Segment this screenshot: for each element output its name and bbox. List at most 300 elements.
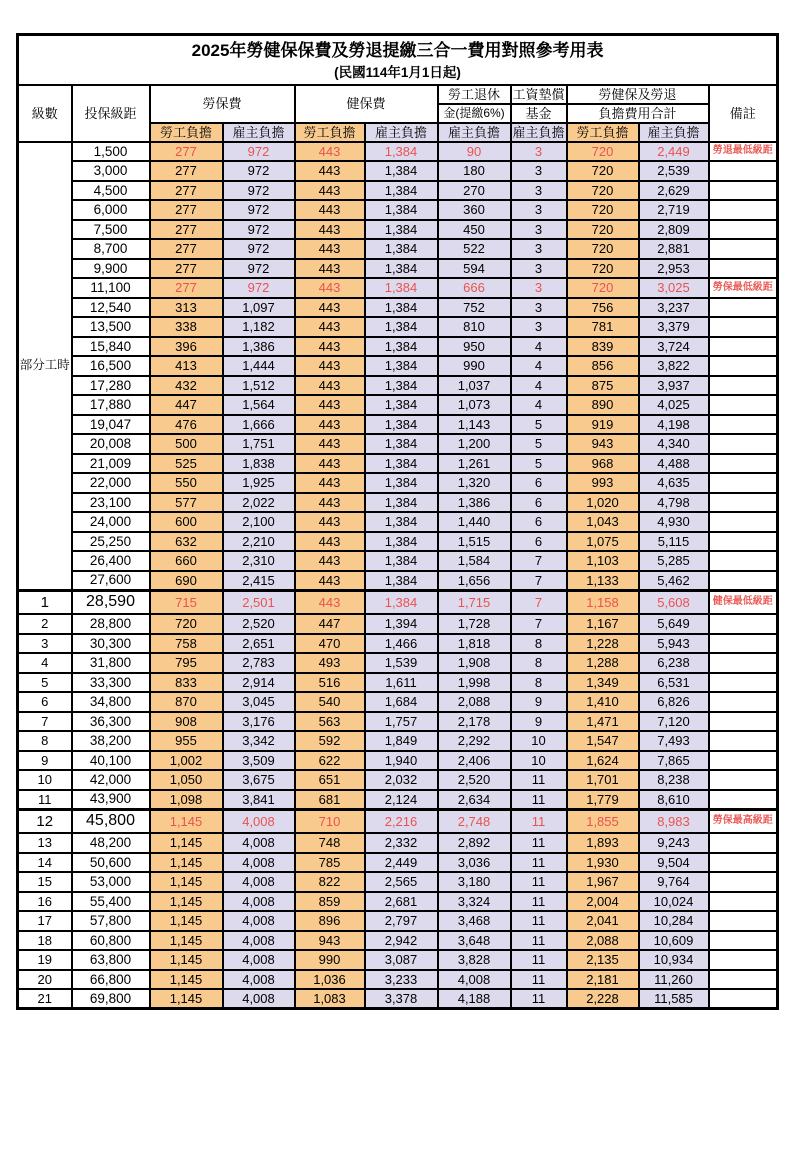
- health-employee-cell: 443: [295, 259, 365, 279]
- labor-employee-cell: 795: [150, 653, 223, 673]
- bracket-cell: 38,200: [72, 731, 150, 751]
- remark-cell: [709, 181, 778, 201]
- remark-cell: [709, 473, 778, 493]
- labor-employer-cell: 4,008: [223, 911, 295, 931]
- total-employee-cell: 720: [567, 220, 639, 240]
- health-employee-cell: 681: [295, 790, 365, 810]
- fund-employer-cell: 5: [511, 415, 567, 435]
- fund-employer-cell: 4: [511, 395, 567, 415]
- total-employer-cell: 3,237: [639, 298, 709, 318]
- total-employee-cell: 1,158: [567, 590, 639, 614]
- remark-cell: [709, 731, 778, 751]
- labor-employee-cell: 577: [150, 493, 223, 513]
- health-employer-cell: 1,384: [365, 590, 438, 614]
- health-employee-cell: 822: [295, 872, 365, 892]
- fund-employer-cell: 3: [511, 259, 567, 279]
- total-employer-cell: 4,488: [639, 454, 709, 474]
- labor-employee-cell: 1,145: [150, 809, 223, 833]
- remark-cell: [709, 454, 778, 474]
- level-cell: 10: [18, 770, 72, 790]
- level-cell: 部分工時: [18, 142, 72, 591]
- remark-cell: [709, 653, 778, 673]
- labor-employee-cell: 413: [150, 356, 223, 376]
- labor-employer-cell: 972: [223, 259, 295, 279]
- labor-employer-cell: 4,008: [223, 853, 295, 873]
- health-employee-cell: 443: [295, 200, 365, 220]
- labor-employee-cell: 432: [150, 376, 223, 396]
- col-header-bracket: 投保級距: [72, 85, 150, 142]
- labor-employee-cell: 500: [150, 434, 223, 454]
- bracket-cell: 22,000: [72, 473, 150, 493]
- level-cell: 13: [18, 833, 72, 853]
- fund-employer-cell: 5: [511, 454, 567, 474]
- col-header-level: 級數: [18, 85, 72, 142]
- health-employer-cell: 2,449: [365, 853, 438, 873]
- labor-employee-cell: 277: [150, 259, 223, 279]
- remark-cell: [709, 200, 778, 220]
- table-row: [18, 493, 778, 513]
- bracket-cell: 4,500: [72, 181, 150, 201]
- fund-employer-cell: 11: [511, 931, 567, 951]
- health-employer-cell: 1,384: [365, 473, 438, 493]
- pension-employer-cell: 180: [438, 161, 511, 181]
- table-row: [18, 356, 778, 376]
- bracket-cell: 8,700: [72, 239, 150, 259]
- labor-employer-cell: 972: [223, 161, 295, 181]
- labor-employer-cell: 972: [223, 239, 295, 259]
- total-employee-cell: 856: [567, 356, 639, 376]
- health-employer-cell: 1,384: [365, 571, 438, 591]
- remark-cell: [709, 395, 778, 415]
- bracket-cell: 17,280: [72, 376, 150, 396]
- remark-cell: [709, 892, 778, 912]
- health-employee-cell: 1,083: [295, 989, 365, 1009]
- total-employee-cell: 1,103: [567, 551, 639, 571]
- level-cell: 6: [18, 692, 72, 712]
- bracket-cell: 27,600: [72, 571, 150, 591]
- labor-employer-cell: 972: [223, 142, 295, 162]
- health-employer-cell: 2,216: [365, 809, 438, 833]
- table-row: [18, 853, 778, 873]
- pension-employer-cell: 1,440: [438, 512, 511, 532]
- col-header-labor-insurance: 勞保費: [150, 85, 295, 123]
- labor-employer-cell: 1,564: [223, 395, 295, 415]
- labor-employer-cell: 4,008: [223, 833, 295, 853]
- level-cell: 18: [18, 931, 72, 951]
- fund-employer-cell: 4: [511, 337, 567, 357]
- total-employer-cell: 10,609: [639, 931, 709, 951]
- bracket-cell: 9,900: [72, 259, 150, 279]
- remark-cell: 健保最低級距: [709, 590, 778, 614]
- total-employee-cell: 1,471: [567, 712, 639, 732]
- health-employer-cell: 1,384: [365, 181, 438, 201]
- labor-employee-cell: 277: [150, 200, 223, 220]
- pension-employer-cell: 1,386: [438, 493, 511, 513]
- health-employer-cell: 1,384: [365, 493, 438, 513]
- level-cell: 21: [18, 989, 72, 1009]
- health-employer-cell: 2,124: [365, 790, 438, 810]
- total-employee-cell: 1,043: [567, 512, 639, 532]
- bracket-cell: 23,100: [72, 493, 150, 513]
- total-employer-cell: 6,238: [639, 653, 709, 673]
- labor-employee-cell: 476: [150, 415, 223, 435]
- total-employer-cell: 2,539: [639, 161, 709, 181]
- bracket-cell: 66,800: [72, 970, 150, 990]
- health-employee-cell: 493: [295, 653, 365, 673]
- table-row: [18, 673, 778, 693]
- bracket-cell: 6,000: [72, 200, 150, 220]
- title-cell: [18, 35, 778, 85]
- total-employee-cell: 1,547: [567, 731, 639, 751]
- labor-employee-cell: 550: [150, 473, 223, 493]
- table-row: [18, 731, 778, 751]
- pension-employer-cell: 810: [438, 317, 511, 337]
- table-row: [18, 809, 778, 833]
- bracket-cell: 30,300: [72, 634, 150, 654]
- total-employee-cell: 756: [567, 298, 639, 318]
- bracket-cell: 20,008: [72, 434, 150, 454]
- level-cell: 19: [18, 950, 72, 970]
- health-employer-cell: 1,384: [365, 337, 438, 357]
- labor-employer-cell: 2,100: [223, 512, 295, 532]
- col-header-total-line1: 勞健保及勞退: [567, 85, 709, 104]
- health-employee-cell: 443: [295, 415, 365, 435]
- table-row: [18, 239, 778, 259]
- total-employee-cell: 919: [567, 415, 639, 435]
- table-row: [18, 950, 778, 970]
- total-employee-cell: 1,779: [567, 790, 639, 810]
- pension-employer-cell: 1,143: [438, 415, 511, 435]
- total-employer-cell: 10,934: [639, 950, 709, 970]
- pension-employer-cell: 360: [438, 200, 511, 220]
- col-header-fund-line2: 基金: [511, 104, 567, 123]
- table-row: [18, 634, 778, 654]
- health-employee-cell: 896: [295, 911, 365, 931]
- fund-employer-cell: 3: [511, 142, 567, 162]
- health-employer-cell: 1,384: [365, 356, 438, 376]
- table-row: [18, 931, 778, 951]
- premium-reference-table: [16, 33, 779, 1010]
- level-cell: 17: [18, 911, 72, 931]
- bracket-cell: 21,009: [72, 454, 150, 474]
- total-employee-cell: 1,167: [567, 614, 639, 634]
- labor-employer-cell: 1,444: [223, 356, 295, 376]
- pension-employer-cell: 950: [438, 337, 511, 357]
- bracket-cell: 7,500: [72, 220, 150, 240]
- header-row-1: [18, 85, 778, 104]
- health-employee-cell: 447: [295, 614, 365, 634]
- health-employee-cell: 470: [295, 634, 365, 654]
- remark-cell: [709, 751, 778, 771]
- health-employer-cell: 1,384: [365, 454, 438, 474]
- remark-cell: [709, 337, 778, 357]
- health-employee-cell: 443: [295, 181, 365, 201]
- labor-employer-cell: 4,008: [223, 809, 295, 833]
- remark-cell: [709, 770, 778, 790]
- remark-cell: [709, 532, 778, 552]
- labor-employee-cell: 1,002: [150, 751, 223, 771]
- total-employer-cell: 6,826: [639, 692, 709, 712]
- health-employer-cell: 1,539: [365, 653, 438, 673]
- health-employee-cell: 443: [295, 551, 365, 571]
- pension-employer-cell: 522: [438, 239, 511, 259]
- bracket-cell: 1,500: [72, 142, 150, 162]
- total-employee-cell: 993: [567, 473, 639, 493]
- total-employee-cell: 839: [567, 337, 639, 357]
- level-cell: 11: [18, 790, 72, 810]
- labor-employer-cell: 1,925: [223, 473, 295, 493]
- health-employer-cell: 1,384: [365, 239, 438, 259]
- pension-employer-cell: 450: [438, 220, 511, 240]
- pension-employer-cell: 2,634: [438, 790, 511, 810]
- table-row: [18, 376, 778, 396]
- level-cell: 14: [18, 853, 72, 873]
- col-header-pension-line1: 勞工退休: [438, 85, 511, 104]
- labor-employer-cell: 2,501: [223, 590, 295, 614]
- pension-employer-cell: 1,515: [438, 532, 511, 552]
- fund-employer-cell: 11: [511, 989, 567, 1009]
- health-employer-cell: 1,384: [365, 376, 438, 396]
- health-employee-cell: 443: [295, 278, 365, 298]
- health-employee-cell: 443: [295, 142, 365, 162]
- table-row: [18, 142, 778, 162]
- bracket-cell: 60,800: [72, 931, 150, 951]
- labor-employee-cell: 277: [150, 181, 223, 201]
- total-employer-cell: 3,822: [639, 356, 709, 376]
- total-employer-cell: 8,983: [639, 809, 709, 833]
- total-employee-cell: 2,088: [567, 931, 639, 951]
- total-employee-cell: 1,410: [567, 692, 639, 712]
- health-employee-cell: 443: [295, 473, 365, 493]
- total-employer-cell: 9,764: [639, 872, 709, 892]
- remark-cell: [709, 911, 778, 931]
- pension-employer-cell: 2,088: [438, 692, 511, 712]
- pension-employer-cell: 1,200: [438, 434, 511, 454]
- labor-employee-cell: 1,145: [150, 872, 223, 892]
- total-employee-cell: 2,135: [567, 950, 639, 970]
- bracket-cell: 36,300: [72, 712, 150, 732]
- fund-employer-cell: 4: [511, 356, 567, 376]
- health-employer-cell: 1,394: [365, 614, 438, 634]
- total-employee-cell: 875: [567, 376, 639, 396]
- health-employer-cell: 3,233: [365, 970, 438, 990]
- fund-employer-cell: 6: [511, 493, 567, 513]
- bracket-cell: 11,100: [72, 278, 150, 298]
- remark-cell: [709, 571, 778, 591]
- table-row: [18, 833, 778, 853]
- total-employer-cell: 2,449: [639, 142, 709, 162]
- labor-employee-cell: 447: [150, 395, 223, 415]
- level-cell: 7: [18, 712, 72, 732]
- bracket-cell: 13,500: [72, 317, 150, 337]
- level-cell: 4: [18, 653, 72, 673]
- health-employee-cell: 443: [295, 395, 365, 415]
- subheader-labor-employer: 雇主負擔: [223, 123, 295, 142]
- bracket-cell: 28,590: [72, 590, 150, 614]
- labor-employee-cell: 338: [150, 317, 223, 337]
- subheader-total-employee: 勞工負擔: [567, 123, 639, 142]
- health-employer-cell: 2,681: [365, 892, 438, 912]
- remark-cell: 勞保最低級距: [709, 278, 778, 298]
- pension-employer-cell: 1,584: [438, 551, 511, 571]
- labor-employer-cell: 3,176: [223, 712, 295, 732]
- pension-employer-cell: 594: [438, 259, 511, 279]
- health-employee-cell: 443: [295, 590, 365, 614]
- health-employee-cell: 785: [295, 853, 365, 873]
- total-employee-cell: 1,893: [567, 833, 639, 853]
- bracket-cell: 3,000: [72, 161, 150, 181]
- labor-employee-cell: 1,145: [150, 892, 223, 912]
- table-row: [18, 278, 778, 298]
- bracket-cell: 48,200: [72, 833, 150, 853]
- labor-employer-cell: 2,914: [223, 673, 295, 693]
- table-row: [18, 790, 778, 810]
- table-row: [18, 614, 778, 634]
- table-row: [18, 181, 778, 201]
- pension-employer-cell: 270: [438, 181, 511, 201]
- pension-employer-cell: 1,656: [438, 571, 511, 591]
- fund-employer-cell: 7: [511, 590, 567, 614]
- pension-employer-cell: 3,324: [438, 892, 511, 912]
- total-employer-cell: 9,504: [639, 853, 709, 873]
- bracket-cell: 69,800: [72, 989, 150, 1009]
- total-employer-cell: 2,809: [639, 220, 709, 240]
- total-employer-cell: 2,629: [639, 181, 709, 201]
- remark-cell: [709, 512, 778, 532]
- labor-employer-cell: 4,008: [223, 872, 295, 892]
- page-title: 2025年勞健保保費及勞退提繳三合一費用對照參考用表: [191, 41, 604, 61]
- health-employee-cell: 443: [295, 493, 365, 513]
- health-employer-cell: 2,942: [365, 931, 438, 951]
- health-employee-cell: 710: [295, 809, 365, 833]
- labor-employer-cell: 2,415: [223, 571, 295, 591]
- table-row: [18, 892, 778, 912]
- pension-employer-cell: 3,468: [438, 911, 511, 931]
- fund-employer-cell: 11: [511, 950, 567, 970]
- labor-employee-cell: 1,050: [150, 770, 223, 790]
- labor-employee-cell: 1,145: [150, 833, 223, 853]
- total-employee-cell: 2,228: [567, 989, 639, 1009]
- fund-employer-cell: 11: [511, 809, 567, 833]
- total-employer-cell: 5,608: [639, 590, 709, 614]
- total-employer-cell: 8,238: [639, 770, 709, 790]
- health-employer-cell: 1,757: [365, 712, 438, 732]
- labor-employer-cell: 2,520: [223, 614, 295, 634]
- labor-employer-cell: 972: [223, 278, 295, 298]
- labor-employer-cell: 3,841: [223, 790, 295, 810]
- remark-cell: [709, 634, 778, 654]
- remark-cell: [709, 239, 778, 259]
- total-employer-cell: 5,462: [639, 571, 709, 591]
- subheader-pension-employer: 雇主負擔: [438, 123, 511, 142]
- bracket-cell: 12,540: [72, 298, 150, 318]
- health-employee-cell: 443: [295, 161, 365, 181]
- fund-employer-cell: 11: [511, 833, 567, 853]
- labor-employer-cell: 1,751: [223, 434, 295, 454]
- health-employee-cell: 1,036: [295, 970, 365, 990]
- total-employee-cell: 1,701: [567, 770, 639, 790]
- fund-employer-cell: 11: [511, 892, 567, 912]
- bracket-cell: 55,400: [72, 892, 150, 912]
- fund-employer-cell: 11: [511, 853, 567, 873]
- col-header-remarks: 備註: [709, 85, 778, 142]
- total-employer-cell: 5,115: [639, 532, 709, 552]
- fund-employer-cell: 3: [511, 220, 567, 240]
- health-employee-cell: 443: [295, 454, 365, 474]
- health-employee-cell: 651: [295, 770, 365, 790]
- fund-employer-cell: 3: [511, 200, 567, 220]
- table-row: [18, 911, 778, 931]
- total-employer-cell: 7,865: [639, 751, 709, 771]
- labor-employer-cell: 4,008: [223, 950, 295, 970]
- pension-employer-cell: 1,728: [438, 614, 511, 634]
- level-cell: 8: [18, 731, 72, 751]
- health-employee-cell: 443: [295, 337, 365, 357]
- subheader-health-employee: 勞工負擔: [295, 123, 365, 142]
- fund-employer-cell: 6: [511, 512, 567, 532]
- labor-employee-cell: 525: [150, 454, 223, 474]
- remark-cell: [709, 853, 778, 873]
- pension-employer-cell: 666: [438, 278, 511, 298]
- total-employee-cell: 1,288: [567, 653, 639, 673]
- total-employer-cell: 2,881: [639, 239, 709, 259]
- total-employer-cell: 10,024: [639, 892, 709, 912]
- table-row: [18, 473, 778, 493]
- fund-employer-cell: 10: [511, 751, 567, 771]
- bracket-cell: 28,800: [72, 614, 150, 634]
- remark-cell: [709, 872, 778, 892]
- pension-employer-cell: 3,828: [438, 950, 511, 970]
- total-employee-cell: 720: [567, 181, 639, 201]
- health-employee-cell: 748: [295, 833, 365, 853]
- labor-employer-cell: 3,509: [223, 751, 295, 771]
- table-row: [18, 454, 778, 474]
- total-employer-cell: 2,719: [639, 200, 709, 220]
- bracket-cell: 40,100: [72, 751, 150, 771]
- health-employee-cell: 859: [295, 892, 365, 912]
- fund-employer-cell: 9: [511, 712, 567, 732]
- labor-employee-cell: 1,145: [150, 950, 223, 970]
- table-row: [18, 551, 778, 571]
- labor-employer-cell: 2,210: [223, 532, 295, 552]
- pension-employer-cell: 1,715: [438, 590, 511, 614]
- total-employer-cell: 8,610: [639, 790, 709, 810]
- labor-employer-cell: 1,097: [223, 298, 295, 318]
- table-row: [18, 200, 778, 220]
- health-employer-cell: 1,684: [365, 692, 438, 712]
- bracket-cell: 34,800: [72, 692, 150, 712]
- labor-employer-cell: 4,008: [223, 970, 295, 990]
- total-employer-cell: 4,340: [639, 434, 709, 454]
- health-employee-cell: 516: [295, 673, 365, 693]
- health-employer-cell: 1,384: [365, 298, 438, 318]
- subheader-fund-employer: 雇主負擔: [512, 124, 565, 140]
- bracket-cell: 31,800: [72, 653, 150, 673]
- remark-cell: [709, 970, 778, 990]
- remark-cell: [709, 790, 778, 810]
- fund-employer-cell: 10: [511, 731, 567, 751]
- total-employee-cell: 720: [567, 161, 639, 181]
- labor-employee-cell: 277: [150, 278, 223, 298]
- remark-cell: [709, 317, 778, 337]
- health-employee-cell: 443: [295, 220, 365, 240]
- labor-employee-cell: 833: [150, 673, 223, 693]
- health-employer-cell: 2,797: [365, 911, 438, 931]
- bracket-cell: 15,840: [72, 337, 150, 357]
- pension-employer-cell: 752: [438, 298, 511, 318]
- health-employer-cell: 2,565: [365, 872, 438, 892]
- bracket-cell: 25,250: [72, 532, 150, 552]
